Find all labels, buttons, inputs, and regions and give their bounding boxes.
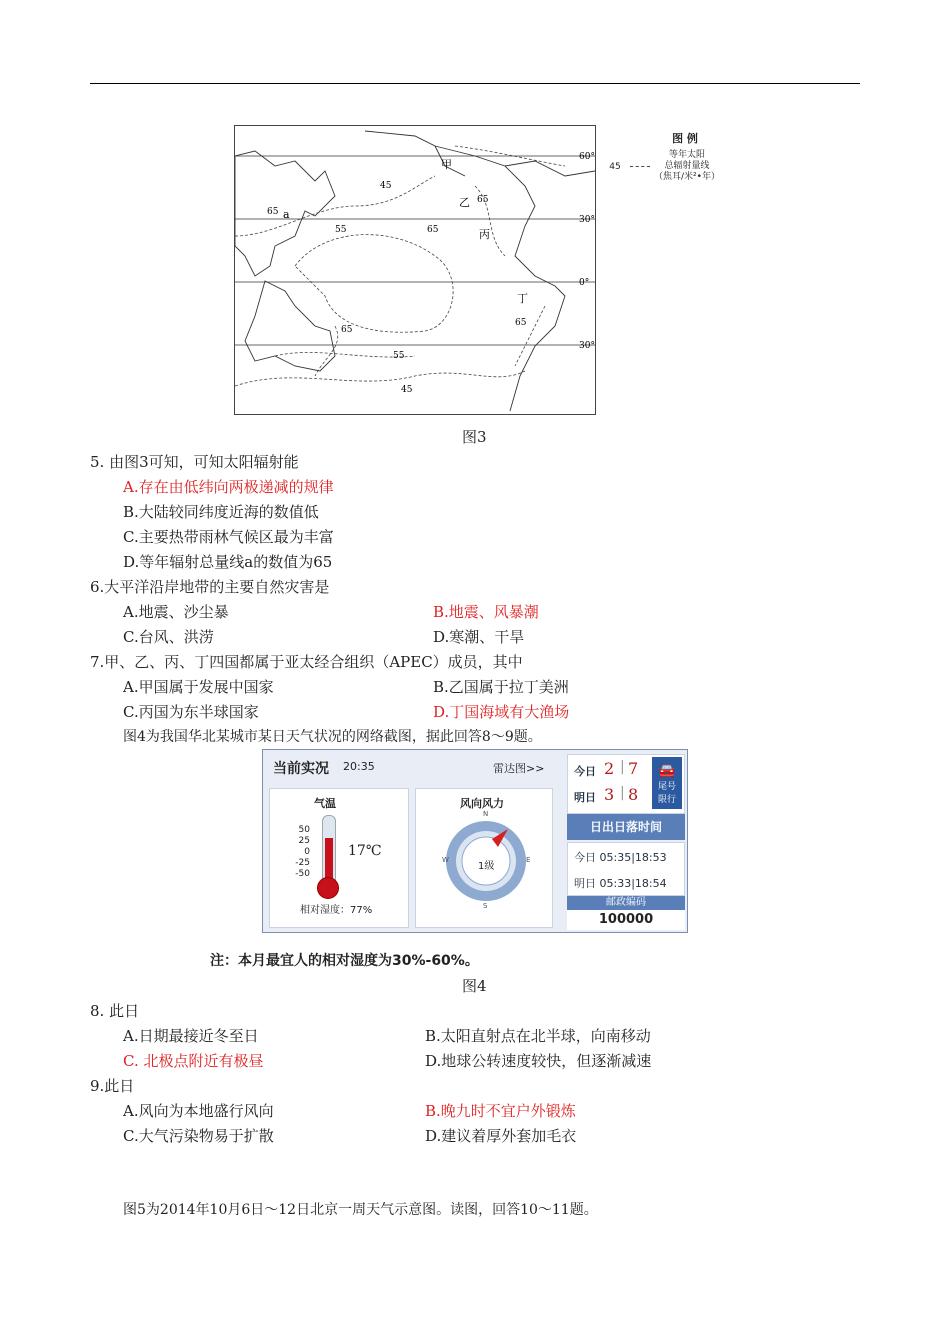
legend-text-3: （焦耳/米²•年）: [654, 172, 720, 182]
q7-option-d: D.丁国海域有大渔场: [433, 703, 570, 721]
scale-neg25: -25: [295, 858, 310, 868]
wind-label: 风向风力: [460, 797, 504, 810]
sun-today: 今日 05:35|18:53: [574, 851, 667, 864]
scale-25: 25: [298, 836, 310, 846]
q6-option-c: C.台风、洪涝: [123, 628, 214, 646]
iso-45-bottom: 45: [401, 385, 413, 395]
header-rule: [90, 83, 860, 84]
q7-stem: 7.甲、乙、丙、丁四国都属于亚太经合组织（APEC）成员，其中: [90, 653, 523, 671]
q8-stem: 8. 此日: [90, 1002, 140, 1020]
iso-65-aus: 65: [341, 325, 353, 335]
iso-65-yi: 65: [477, 195, 489, 205]
q9-option-b: B.晚九时不宜户外锻炼: [425, 1102, 576, 1120]
legend-dash-icon: [630, 166, 650, 167]
today-nums: 2: [604, 759, 615, 778]
today-label: 今日: [574, 765, 596, 778]
thermometer-bulb-icon: [317, 877, 339, 899]
weather-title: 当前实况: [273, 761, 329, 777]
label-a: a: [283, 208, 290, 221]
compass-e: E: [526, 856, 531, 864]
label-yi: 乙: [459, 196, 470, 209]
label-ding: 丁: [517, 292, 528, 305]
figure4-intro: 图4为我国华北某城市某日天气状况的网络截图，据此回答8～9题。: [123, 729, 542, 745]
q9-option-c: C.大气污染物易于扩散: [123, 1127, 274, 1145]
iso-65-left: 65: [267, 207, 279, 217]
map-svg: [235, 126, 595, 414]
wind-panel: [415, 788, 553, 928]
figure3-caption: 图3: [462, 428, 487, 446]
q8-option-d: D.地球公转速度较快，但逐渐减速: [425, 1052, 652, 1070]
compass-w: W: [442, 856, 449, 864]
label-jia: 甲: [441, 158, 452, 171]
lat-0-label: 0°: [579, 278, 590, 288]
map-legend: [600, 130, 730, 183]
today-nums2: 7: [628, 759, 639, 778]
q5-option-a: A.存在由低纬向两极递减的规律: [123, 478, 334, 496]
iso-65-mid: 65: [427, 225, 439, 235]
scale-neg50: -50: [295, 869, 310, 879]
radar-link[interactable]: 雷达图>>: [493, 762, 545, 775]
restriction-panel: [567, 754, 685, 814]
q6-option-a: A.地震、沙尘暴: [123, 603, 229, 621]
q9-option-d: D.建议着厚外套加毛衣: [425, 1127, 577, 1145]
weather-time: 20:35: [343, 760, 375, 773]
lat-30n-label: 30°: [579, 215, 595, 225]
q9-option-a: A.风向为本地盛行风向: [123, 1102, 274, 1120]
q6-stem: 6.大平洋沿岸地带的主要自然灾害是: [90, 578, 330, 596]
car-icon: 🚘: [658, 763, 676, 779]
compass-n: N: [483, 810, 489, 818]
postal-code: 100000: [567, 910, 685, 930]
temp-scale: [290, 825, 310, 880]
legend-text-2: 总辐射量线: [664, 161, 710, 171]
legend-title: 图 例: [672, 132, 698, 145]
wind-level: 1级: [478, 861, 495, 872]
figure4-note: 注：本月最宜人的相对湿度为30%-60%。: [210, 953, 479, 969]
temperature-value: 17℃: [348, 843, 382, 859]
q5-option-d: D.等年辐射总量线a的数值为65: [123, 553, 333, 571]
thermometer-icon: [322, 815, 336, 883]
iso-55-mid: 55: [335, 225, 347, 235]
restrict-text-2: 限行: [657, 795, 676, 805]
tomorrow-sep: |: [620, 785, 625, 801]
q8-option-a: A.日期最接近冬至日: [123, 1027, 259, 1045]
lat-60-label: 60°: [579, 152, 595, 162]
temp-label: 气温: [314, 797, 336, 810]
q5-option-c: C.主要热带雨林气候区最为丰富: [123, 528, 334, 546]
iso-65-sa: 65: [515, 318, 527, 328]
q7-option-c: C.丙国为东半球国家: [123, 703, 259, 721]
scale-50: 50: [298, 825, 310, 835]
today-sep: |: [620, 759, 625, 775]
iso-55-bottom: 55: [393, 351, 405, 361]
figure5-intro: 图5为2014年10月6日～12日北京一周天气示意图。读图，回答10～11题。: [123, 1202, 598, 1218]
q9-stem: 9.此日: [90, 1077, 135, 1095]
humidity-value: 相对湿度：77%: [300, 905, 373, 916]
q8-option-b: B.太阳直射点在北半球，向南移动: [425, 1027, 651, 1045]
postal-label: 邮政编码: [567, 896, 685, 910]
lat-30s-label: 30°: [579, 341, 595, 351]
q5-stem: 5. 由图3可知，可知太阳辐射能: [90, 453, 299, 471]
q7-option-b: B.乙国属于拉丁美洲: [433, 678, 569, 696]
q6-option-d: D.寒潮、干旱: [433, 628, 525, 646]
compass-s: S: [483, 902, 488, 910]
q7-option-a: A.甲国属于发展中国家: [123, 678, 274, 696]
q8-option-c: C. 北极点附近有极昼: [123, 1052, 264, 1070]
label-bing: 丙: [479, 228, 490, 241]
temperature-panel: [269, 788, 409, 928]
legend-value: 45: [609, 161, 621, 172]
q6-option-b: B.地震、风暴潮: [433, 603, 539, 621]
tomorrow-nums2: 8: [628, 785, 639, 804]
restrict-text-1: 尾号: [657, 782, 676, 792]
sun-panel: [567, 842, 685, 896]
thermometer-fill: [325, 838, 333, 882]
legend-text-1: 等年太阳: [668, 150, 705, 160]
weather-widget: [262, 749, 688, 933]
car-restriction-icon: [652, 757, 682, 809]
tomorrow-label: 明日: [574, 791, 596, 804]
sun-tomorrow: 明日 05:33|18:54: [574, 877, 667, 890]
sun-title: 日出日落时间: [567, 814, 685, 840]
figure4-caption: 图4: [462, 977, 487, 995]
scale-0: 0: [304, 847, 310, 857]
iso-45-top: 45: [380, 181, 392, 191]
solar-radiation-map: [234, 125, 596, 415]
tomorrow-nums: 3: [604, 785, 615, 804]
q5-option-b: B.大陆较同纬度近海的数值低: [123, 503, 319, 521]
